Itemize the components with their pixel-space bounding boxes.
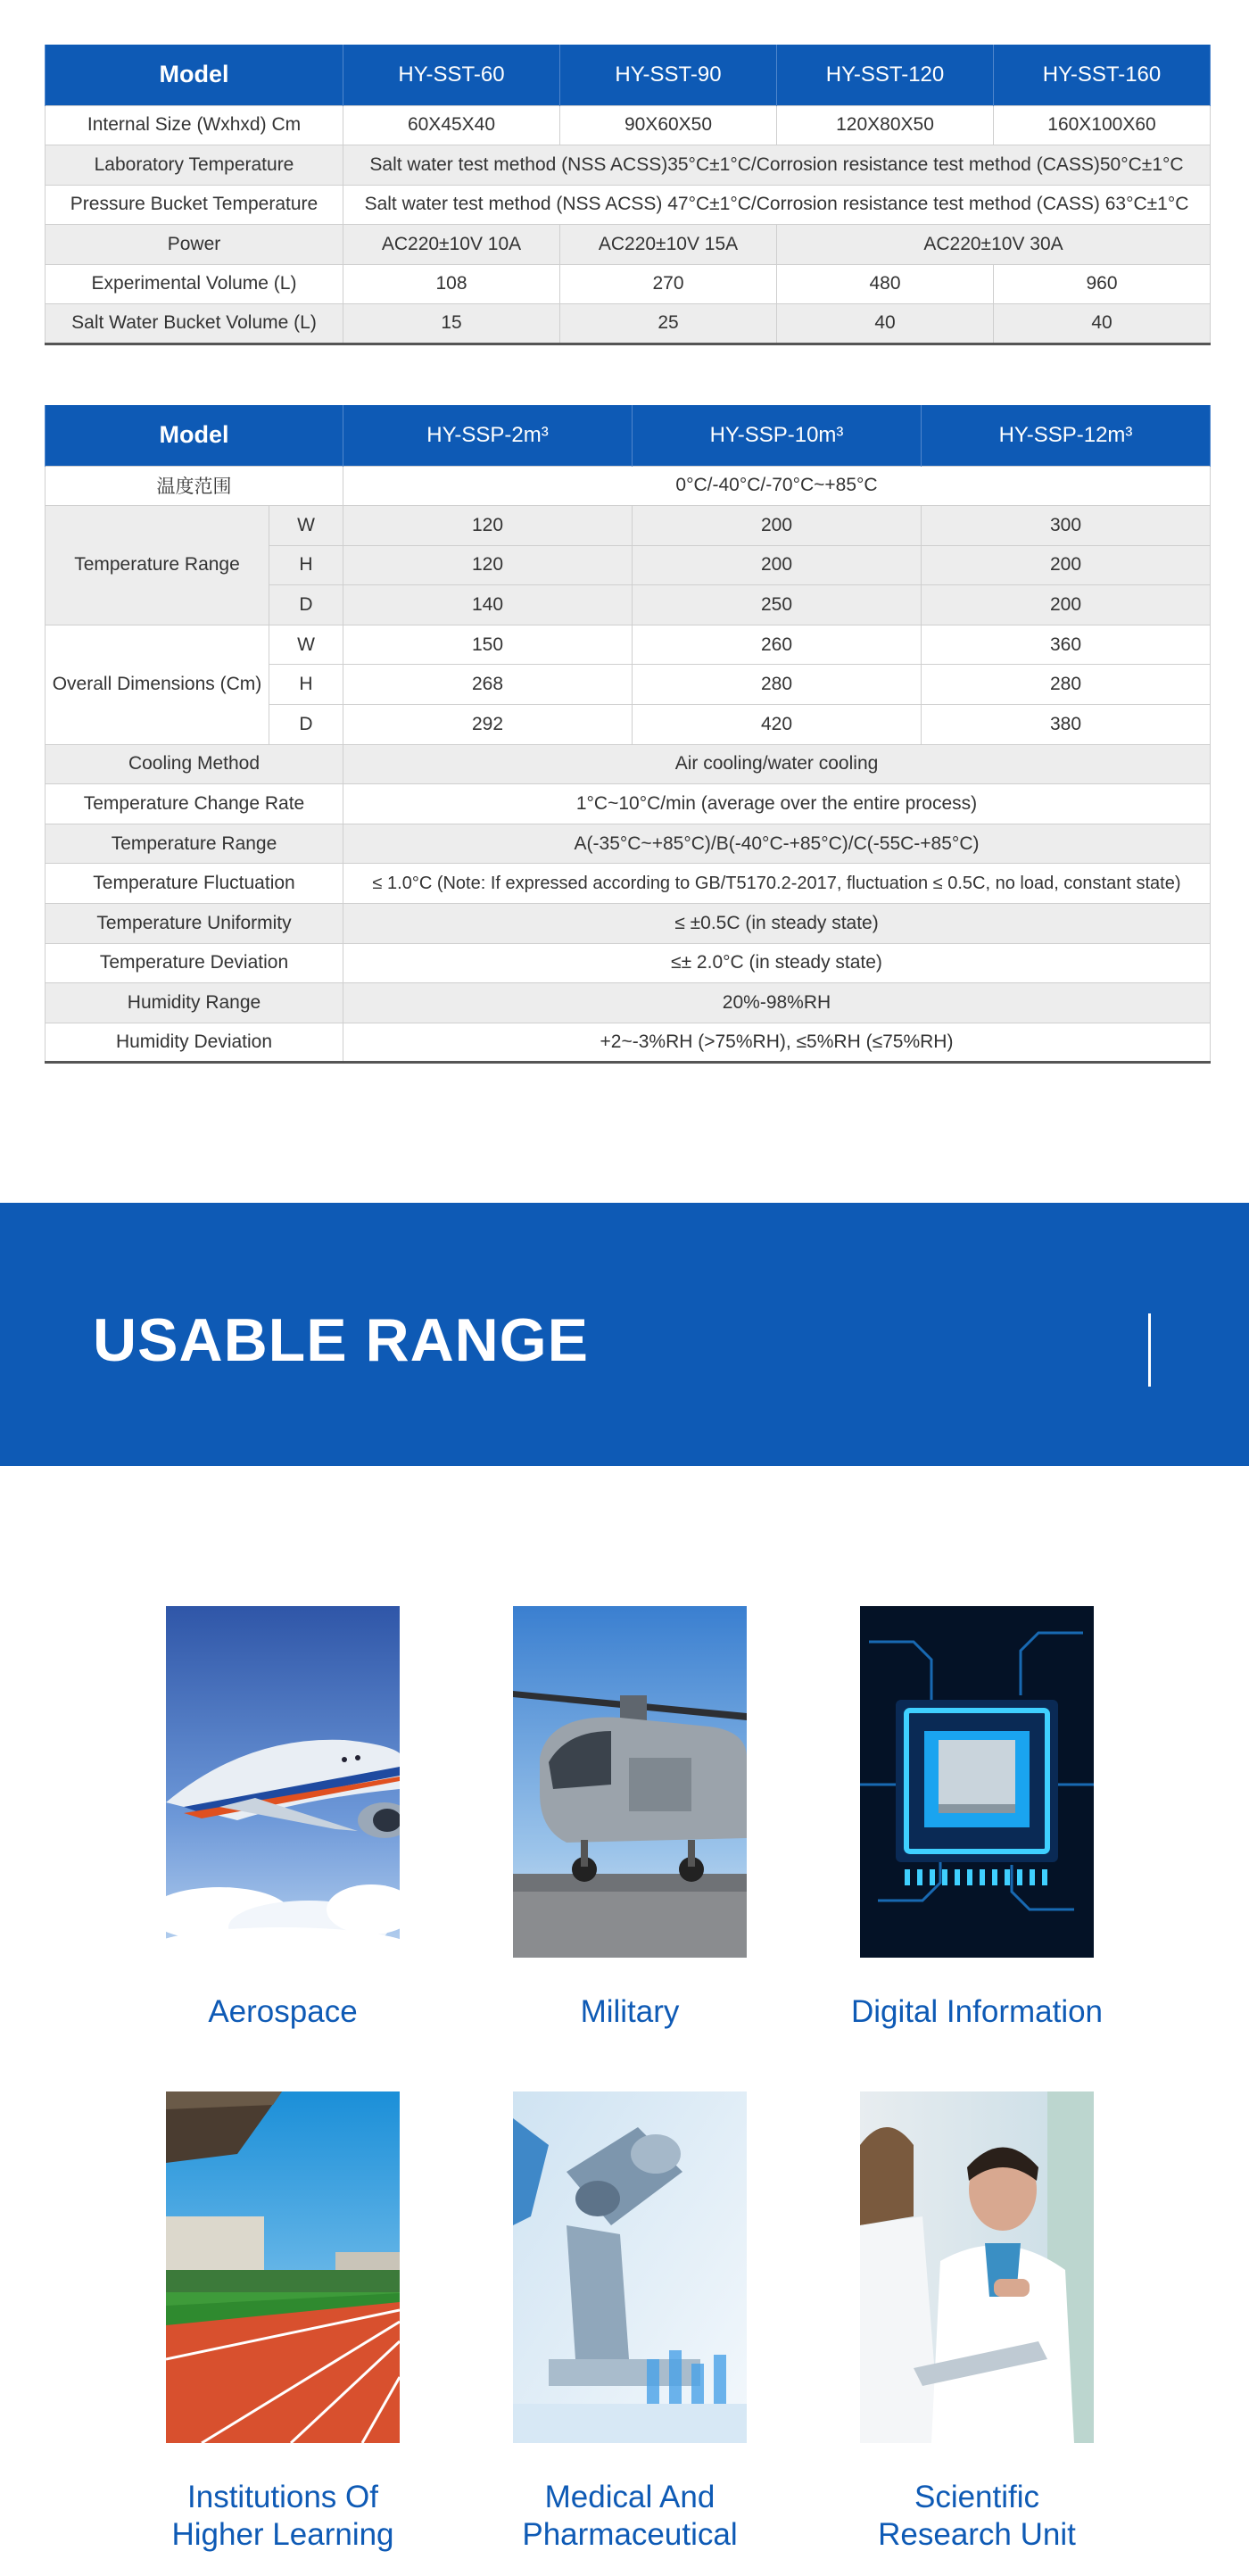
cell: 120X80X50 bbox=[777, 105, 994, 145]
cell: 300 bbox=[922, 506, 1211, 546]
cell: 292 bbox=[343, 705, 633, 745]
row-label: 温度范围 bbox=[45, 466, 343, 506]
range-card-aerospace[interactable] bbox=[131, 1606, 434, 2031]
cell: 960 bbox=[994, 264, 1211, 304]
stadium-image bbox=[166, 2091, 400, 2443]
row-label: Temperature Uniformity bbox=[45, 904, 343, 944]
row-label: Temperature Range bbox=[45, 824, 343, 864]
dim-label: W bbox=[269, 625, 343, 665]
cell: AC220±10V 30A bbox=[777, 225, 1211, 265]
row-label: Experimental Volume (L) bbox=[45, 264, 343, 304]
cell: Salt water test method (NSS ACSS) 47°C±1°C/Corrosion resistance test method (CASS) 63°C±1°C bbox=[343, 185, 1211, 225]
cell: 200 bbox=[922, 545, 1211, 585]
dim-label: D bbox=[269, 705, 343, 745]
microscope-image bbox=[513, 2091, 747, 2443]
row-label: Power bbox=[45, 225, 343, 265]
row-label: Temperature Fluctuation bbox=[45, 864, 343, 904]
dim-label: H bbox=[269, 545, 343, 585]
climate-chamber-spec-table bbox=[45, 405, 1211, 1064]
table-row bbox=[45, 625, 1211, 665]
cell: 90X60X50 bbox=[560, 105, 777, 145]
table-row bbox=[45, 466, 1211, 506]
range-label-line: Research Unit bbox=[878, 2517, 1076, 2552]
cell: 200 bbox=[633, 506, 922, 546]
table-header-row bbox=[45, 405, 1211, 466]
header-model-col: HY-SSP-10m³ bbox=[633, 405, 922, 466]
cell: 120 bbox=[343, 545, 633, 585]
cell: 40 bbox=[994, 304, 1211, 344]
cell: 260 bbox=[633, 625, 922, 665]
section-title: USABLE RANGE bbox=[93, 1306, 590, 1374]
header-model-col: HY-SST-160 bbox=[994, 45, 1211, 105]
cell: 280 bbox=[922, 665, 1211, 705]
table-row bbox=[45, 225, 1211, 265]
range-card-military[interactable] bbox=[478, 1606, 782, 2031]
cell: 25 bbox=[560, 304, 777, 344]
cell: 140 bbox=[343, 585, 633, 625]
cell: Air cooling/water cooling bbox=[343, 744, 1211, 784]
table-row bbox=[45, 864, 1211, 904]
range-label bbox=[478, 1993, 782, 2031]
table-row bbox=[45, 904, 1211, 944]
row-label: Laboratory Temperature bbox=[45, 145, 343, 186]
cell: 200 bbox=[633, 545, 922, 585]
table-row bbox=[45, 506, 1211, 546]
cell: 380 bbox=[922, 705, 1211, 745]
cell: 0°C/-40°C/-70°C~+85°C bbox=[343, 466, 1211, 506]
cell: 268 bbox=[343, 665, 633, 705]
microchip-image bbox=[860, 1606, 1094, 1958]
cell: 420 bbox=[633, 705, 922, 745]
table-row bbox=[45, 304, 1211, 344]
cell: 280 bbox=[633, 665, 922, 705]
cell: 250 bbox=[633, 585, 922, 625]
header-model-col: HY-SST-120 bbox=[777, 45, 994, 105]
row-label: Temperature Range bbox=[45, 506, 269, 625]
range-label-line: Military bbox=[580, 1994, 680, 2029]
helicopter-image bbox=[513, 1606, 747, 1958]
cell: 160X100X60 bbox=[994, 105, 1211, 145]
table-row bbox=[45, 1023, 1211, 1063]
cell: AC220±10V 10A bbox=[343, 225, 560, 265]
range-label-line: Pharmaceutical bbox=[522, 2517, 738, 2552]
table-header-row bbox=[45, 45, 1211, 105]
range-card-higher-learning[interactable] bbox=[131, 2091, 434, 2554]
range-card-medical[interactable] bbox=[478, 2091, 782, 2554]
cell: ≤ ±0.5C (in steady state) bbox=[343, 904, 1211, 944]
cell: 20%-98%RH bbox=[343, 983, 1211, 1023]
cell: AC220±10V 15A bbox=[560, 225, 777, 265]
cell: 60X45X40 bbox=[343, 105, 560, 145]
cell: 15 bbox=[343, 304, 560, 344]
table-row bbox=[45, 943, 1211, 983]
cell: 360 bbox=[922, 625, 1211, 665]
header-model-col: HY-SSP-12m³ bbox=[922, 405, 1211, 466]
header-model-col: HY-SSP-2m³ bbox=[343, 405, 633, 466]
cell: 150 bbox=[343, 625, 633, 665]
researchers-image bbox=[860, 2091, 1094, 2443]
table-row bbox=[45, 784, 1211, 824]
range-card-scientific-research[interactable] bbox=[825, 2091, 1129, 2554]
header-model: Model bbox=[45, 45, 343, 105]
range-label-line: Scientific bbox=[914, 2480, 1040, 2514]
cell: ≤ 1.0°C (Note: If expressed according to GB/T5170.2-2017, fluctuation ≤ 0.5C, no load, constant state) bbox=[343, 864, 1211, 904]
row-label: Cooling Method bbox=[45, 744, 343, 784]
range-label-line: Digital Information bbox=[850, 1994, 1104, 2029]
table-row bbox=[45, 105, 1211, 145]
range-label bbox=[825, 1993, 1129, 2031]
header-model: Model bbox=[45, 405, 343, 466]
cell: 480 bbox=[777, 264, 994, 304]
table-row bbox=[45, 824, 1211, 864]
airplane-image bbox=[166, 1606, 400, 1958]
row-label: Overall Dimensions (Cm) bbox=[45, 625, 269, 744]
table-row bbox=[45, 744, 1211, 784]
range-label bbox=[825, 2479, 1129, 2554]
cell: 120 bbox=[343, 506, 633, 546]
row-label: Temperature Change Rate bbox=[45, 784, 343, 824]
table-row bbox=[45, 983, 1211, 1023]
cell: 200 bbox=[922, 585, 1211, 625]
dim-label: D bbox=[269, 585, 343, 625]
range-label-line: Aerospace bbox=[208, 1994, 358, 2029]
table-row bbox=[45, 185, 1211, 225]
row-label: Humidity Deviation bbox=[45, 1023, 343, 1063]
table-row bbox=[45, 145, 1211, 186]
row-label: Internal Size (Wxhxd) Cm bbox=[45, 105, 343, 145]
table-row bbox=[45, 264, 1211, 304]
cell: +2~-3%RH (>75%RH), ≤5%RH (≤75%RH) bbox=[343, 1023, 1211, 1063]
banner-divider bbox=[1148, 1313, 1151, 1387]
usable-range-banner bbox=[0, 1203, 1249, 1466]
range-label bbox=[131, 2479, 434, 2554]
range-label bbox=[131, 1993, 434, 2031]
row-label: Pressure Bucket Temperature bbox=[45, 185, 343, 225]
row-label: Salt Water Bucket Volume (L) bbox=[45, 304, 343, 344]
salt-spray-spec-table bbox=[45, 45, 1211, 345]
dim-label: H bbox=[269, 665, 343, 705]
header-model-col: HY-SST-60 bbox=[343, 45, 560, 105]
cell: Salt water test method (NSS ACSS)35°C±1°C/Corrosion resistance test method (CASS)50°C±1°C bbox=[343, 145, 1211, 186]
cell: 270 bbox=[560, 264, 777, 304]
cell: ≤± 2.0°C (in steady state) bbox=[343, 943, 1211, 983]
dim-label: W bbox=[269, 506, 343, 546]
range-label-line: Institutions Of bbox=[187, 2480, 378, 2514]
range-label-line: Higher Learning bbox=[171, 2517, 394, 2552]
cell: 40 bbox=[777, 304, 994, 344]
row-label: Temperature Deviation bbox=[45, 943, 343, 983]
cell: 1°C~10°C/min (average over the entire process) bbox=[343, 784, 1211, 824]
cell: 108 bbox=[343, 264, 560, 304]
range-card-digital-information[interactable] bbox=[825, 1606, 1129, 2031]
range-label bbox=[478, 2479, 782, 2554]
header-model-col: HY-SST-90 bbox=[560, 45, 777, 105]
range-label-line: Medical And bbox=[544, 2480, 715, 2514]
row-label: Humidity Range bbox=[45, 983, 343, 1023]
cell: A(-35°C~+85°C)/B(-40°C-+85°C)/C(-55C-+85°C) bbox=[343, 824, 1211, 864]
